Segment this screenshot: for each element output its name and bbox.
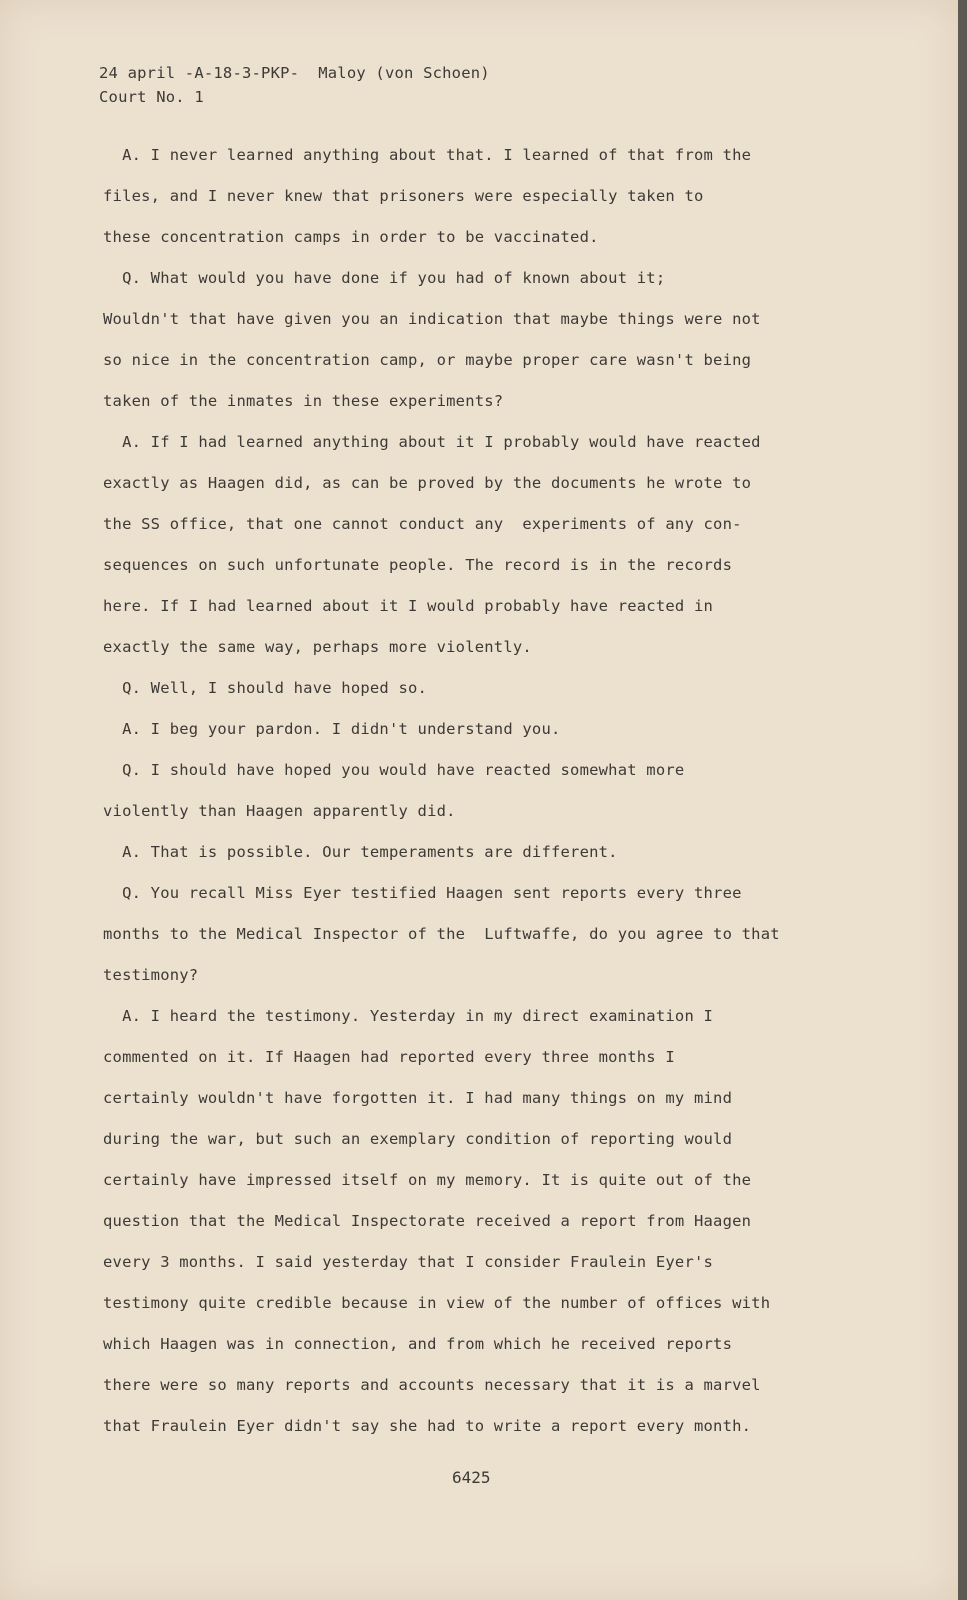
scan-edge — [958, 0, 967, 1600]
body-line: A. That is possible. Our temperaments are different. — [103, 843, 618, 861]
body-line: months to the Medical Inspector of the Luftwaffe, do you agree to that — [103, 925, 780, 943]
body-line: A. If I had learned anything about it I probably would have reacted — [103, 433, 761, 451]
body-line: violently than Haagen apparently did. — [103, 802, 456, 820]
body-line: exactly the same way, perhaps more violently. — [103, 638, 532, 656]
body-line: the SS office, that one cannot conduct any experiments of any con- — [103, 515, 742, 533]
body-line: every 3 months. I said yesterday that I consider Fraulein Eyer's — [103, 1253, 714, 1271]
body-line: taken of the inmates in these experiments? — [103, 392, 504, 410]
body-line: during the war, but such an exemplary condition of reporting would — [103, 1130, 733, 1148]
body-line: A. I beg your pardon. I didn't understand you. — [103, 720, 561, 738]
body-line: that Fraulein Eyer didn't say she had to write a report every month. — [103, 1417, 752, 1435]
body-line: A. I never learned anything about that. I learned of that from the — [103, 146, 752, 164]
body-line: sequences on such unfortunate people. The record is in the records — [103, 556, 733, 574]
body-line: question that the Medical Inspectorate received a report from Haagen — [103, 1212, 752, 1230]
header-line-2: Court No. 1 — [99, 88, 204, 106]
body-line: Q. What would you have done if you had of known about it; — [103, 269, 666, 287]
body-line: A. I heard the testimony. Yesterday in my direct examination I — [103, 1007, 714, 1025]
body-line: Wouldn't that have given you an indication that maybe things were not — [103, 310, 761, 328]
body-line: testimony? — [103, 966, 199, 984]
body-line: these concentration camps in order to be vaccinated. — [103, 228, 599, 246]
body-line: exactly as Haagen did, as can be proved by the documents he wrote to — [103, 474, 752, 492]
page-number: 6425 — [452, 1468, 491, 1487]
body-line: so nice in the concentration camp, or maybe proper care wasn't being — [103, 351, 752, 369]
body-line: certainly have impressed itself on my memory. It is quite out of the — [103, 1171, 752, 1189]
body-line: certainly wouldn't have forgotten it. I had many things on my mind — [103, 1089, 733, 1107]
body-line: there were so many reports and accounts necessary that it is a marvel — [103, 1376, 761, 1394]
body-line: testimony quite credible because in view of the number of offices with — [103, 1294, 771, 1312]
body-line: here. If I had learned about it I would probably have reacted in — [103, 597, 714, 615]
body-line: files, and I never knew that prisoners were especially taken to — [103, 187, 704, 205]
body-line: which Haagen was in connection, and from which he received reports — [103, 1335, 733, 1353]
body-line: commented on it. If Haagen had reported every three months I — [103, 1048, 675, 1066]
body-line: Q. You recall Miss Eyer testified Haagen sent reports every three — [103, 884, 742, 902]
body-line: Q. Well, I should have hoped so. — [103, 679, 428, 697]
body-line: Q. I should have hoped you would have reacted somewhat more — [103, 761, 685, 779]
header-line-1: 24 april -A-18-3-PKP- Maloy (von Schoen) — [99, 64, 490, 82]
